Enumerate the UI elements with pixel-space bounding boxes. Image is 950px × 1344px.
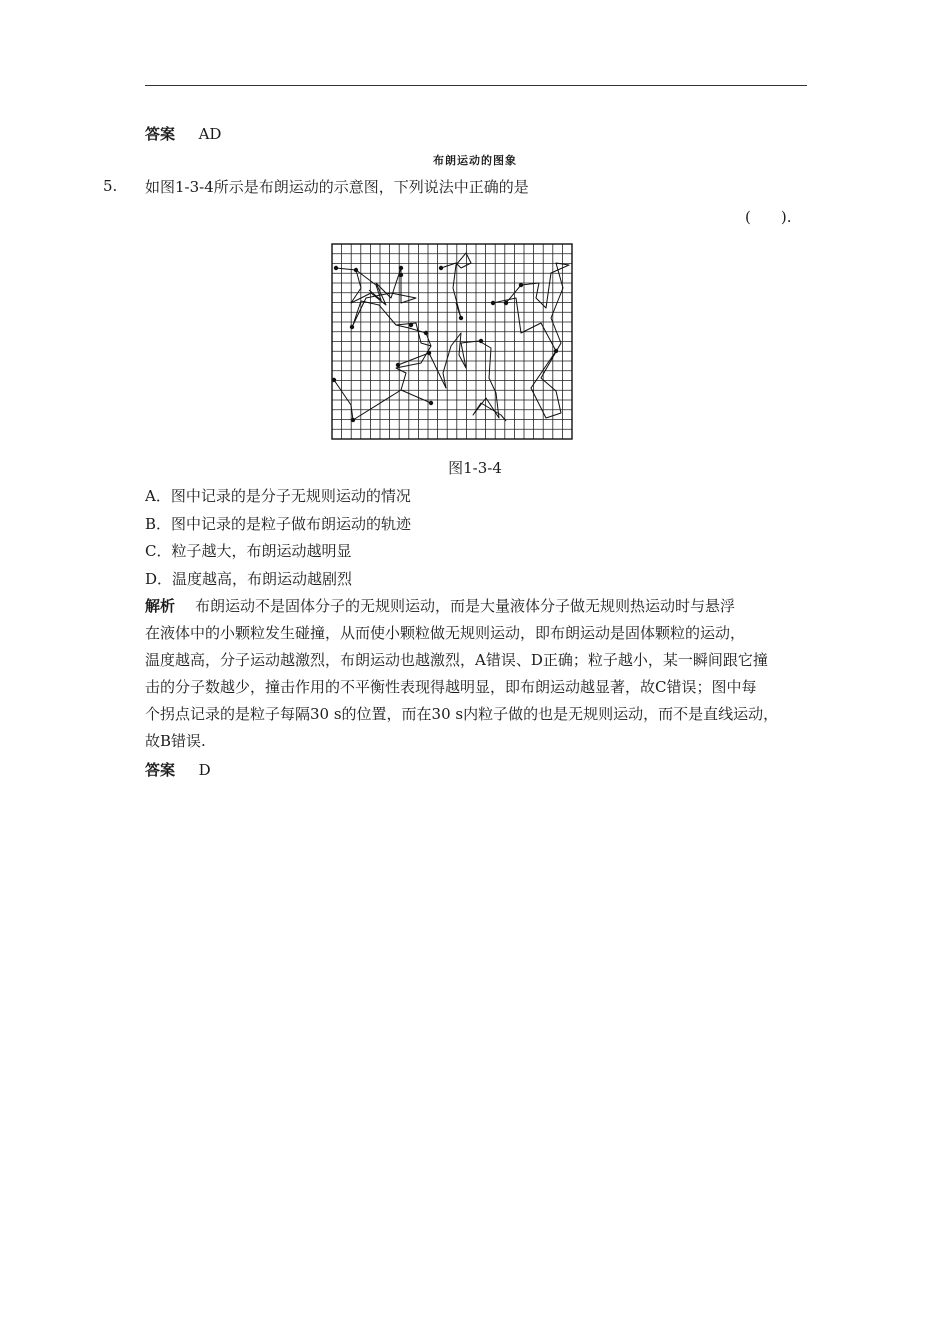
- analysis-line-6: 故B错误.: [145, 732, 206, 750]
- answer-blank: ( ).: [745, 208, 792, 226]
- particle-trajectory-7: [493, 263, 569, 418]
- particle-trajectory-4: [396, 346, 431, 390]
- brownian-motion-figure: [331, 243, 573, 440]
- figure-caption: 图1-3-4: [448, 459, 502, 477]
- particle-position-dot: [399, 266, 403, 270]
- particle-position-dot: [354, 268, 358, 272]
- particle-position-dot: [479, 339, 483, 343]
- particle-position-dot: [396, 363, 400, 367]
- prev-answer-label: 答案: [145, 125, 176, 143]
- header-rule: [145, 85, 807, 86]
- particle-position-dot: [409, 323, 413, 327]
- analysis-text-1: 布朗运动不是固体分子的无规则运动，而是大量液体分子做无规则热运动时与悬浮: [195, 597, 736, 615]
- particle-position-dot: [519, 283, 523, 287]
- analysis-line-5: 个拐点记录的是粒子每隔30 s的位置，而在30 s内粒子做的也是无规则运动，而不是直线运动，: [145, 705, 779, 723]
- option-c: C．粒子越大，布朗运动越明显: [145, 542, 352, 560]
- particle-position-dot: [491, 301, 495, 305]
- particle-position-dot: [332, 378, 336, 382]
- analysis-line-3: 温度越高，分子运动越激烈，布朗运动也越激烈，A错误、D正确；粒子越小，某一瞬间跟它撞: [145, 651, 768, 669]
- particle-position-dot: [554, 349, 558, 353]
- final-answer: [145, 760, 211, 780]
- analysis-line-4: 击的分子数越少，撞击作用的不平衡性表现得越明显，即布朗运动越显著，故C错误；图中每: [145, 678, 757, 696]
- particle-position-dot: [424, 331, 428, 335]
- analysis-label: 解析: [145, 597, 176, 615]
- analysis-line-2: 在液体中的小颗粒发生碰撞，从而使小颗粒做无规则运动，即布朗运动是固体颗粒的运动，: [145, 624, 746, 642]
- analysis: [145, 593, 817, 755]
- final-answer-value: D: [198, 761, 211, 779]
- figure-title: 布朗运动的图象: [433, 154, 517, 167]
- option-a: A．图中记录的是分子无规则运动的情况: [145, 487, 411, 505]
- question-stem: 如图1-3-4所示是布朗运动的示意图，下列说法中正确的是: [145, 178, 529, 196]
- particle-position-dot: [351, 418, 355, 422]
- particle-position-dot: [399, 273, 403, 277]
- particle-position-dot: [334, 266, 338, 270]
- particle-position-dot: [459, 316, 463, 320]
- analysis-line-1: [145, 593, 817, 620]
- final-answer-label: 答案: [145, 761, 176, 779]
- figure-grid: [332, 244, 572, 439]
- particle-position-dot: [350, 325, 354, 329]
- particle-position-dot: [427, 351, 431, 355]
- particle-trajectory-1: [336, 268, 431, 346]
- particle-trajectory-6: [398, 333, 506, 421]
- particle-position-dot: [429, 401, 433, 405]
- prev-answer: [145, 124, 221, 144]
- option-d: D．温度越高，布朗运动越剧烈: [145, 570, 353, 588]
- particle-position-dot: [504, 301, 508, 305]
- prev-answer-value: AD: [198, 125, 222, 143]
- particle-position-dot: [439, 266, 443, 270]
- option-b: B．图中记录的是粒子做布朗运动的轨迹: [145, 515, 412, 533]
- question-number: 5.: [103, 177, 118, 195]
